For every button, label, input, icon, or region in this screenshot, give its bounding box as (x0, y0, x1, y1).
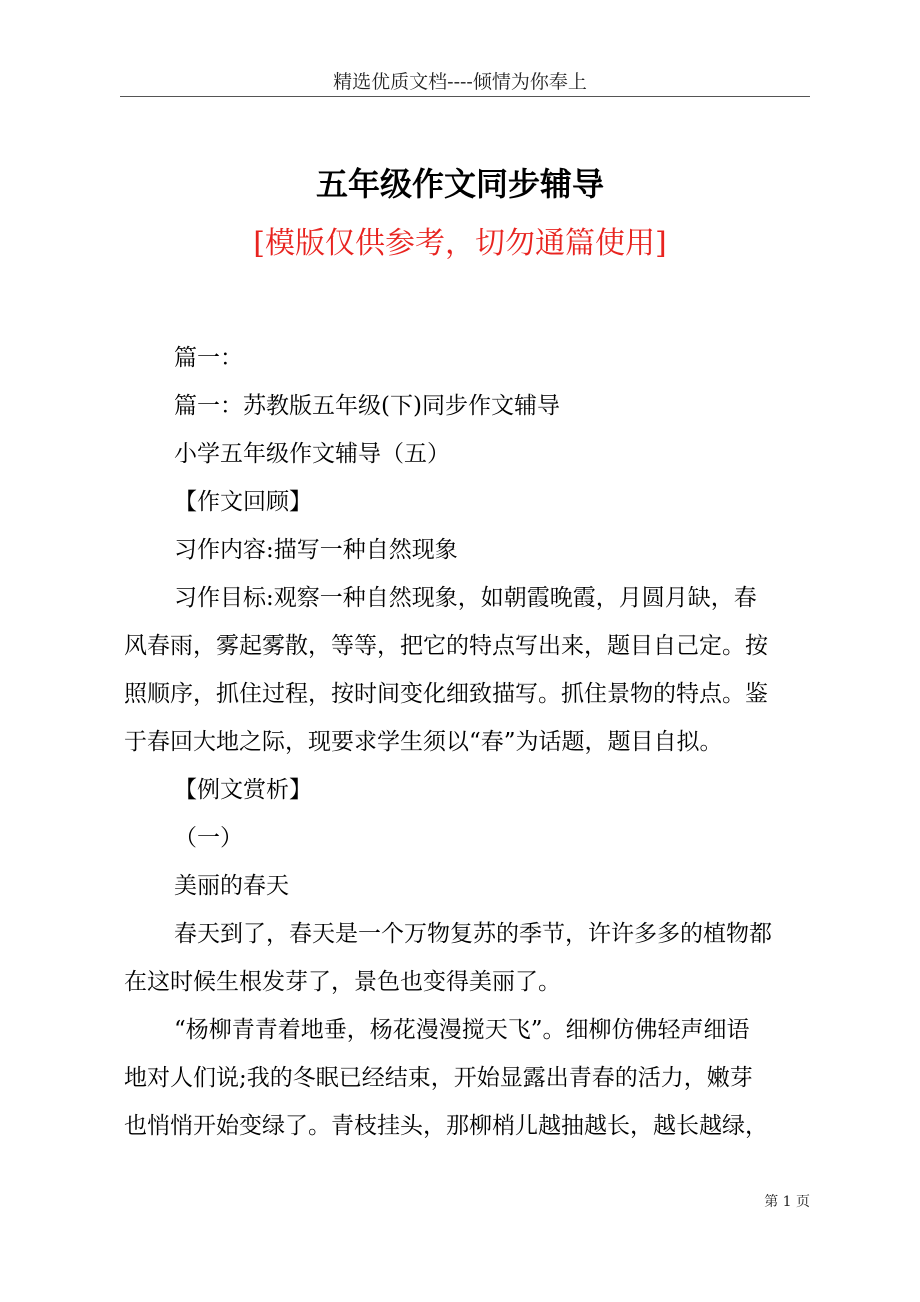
document-subtitle: [模版仅供参考，切勿通篇使用] (253, 226, 667, 261)
page-number: 第 1 页 (764, 1194, 810, 1210)
paragraph: 【例文赏析】 (174, 777, 312, 803)
page-header: 精选优质文档----倾情为你奉上 (333, 71, 587, 93)
paragraph-continuation: 风春雨，雾起雾散，等等，把它的特点写出来，题目自己定。按 (124, 633, 768, 659)
paragraph-continuation: 照顺序，抓住过程，按时间变化细致描写。抓住景物的特点。鉴 (124, 681, 768, 707)
paragraph-continuation: 地对人们说;我的冬眠已经结束，开始显露出青春的活力，嫩芽 (124, 1065, 753, 1091)
paragraph: 小学五年级作文辅导（五） (174, 441, 450, 467)
document-title: 五年级作文同步辅导 (315, 165, 604, 203)
paragraph: 【作文回顾】 (174, 489, 312, 515)
paragraph: 美丽的春天 (174, 873, 289, 899)
paragraph: 篇一： (174, 345, 243, 371)
paragraph-continuation: 于春回大地之际，现要求学生须以“春”为话题，题目自拟。 (124, 729, 723, 755)
paragraph-continuation: 在这时候生根发芽了，景色也变得美丽了。 (124, 969, 561, 995)
paragraph: 习作内容:描写一种自然现象 (174, 537, 458, 563)
paragraph: “杨柳青青着地垂，杨花漫漫搅天飞”。细柳仿佛轻声细语 (174, 1017, 750, 1043)
paragraph: 篇一：苏教版五年级(下)同步作文辅导 (174, 393, 560, 419)
document-body (124, 334, 814, 1150)
paragraph: （一） (174, 825, 243, 851)
paragraph: 春天到了，春天是一个万物复苏的季节，许许多多的植物都 (174, 921, 772, 947)
header-divider (120, 96, 810, 97)
paragraph: 习作目标:观察一种自然现象，如朝霞晚霞，月圆月缺，春 (174, 585, 757, 611)
paragraph-continuation: 也悄悄开始变绿了。青枝挂头，那柳梢儿越抽越长，越长越绿， (124, 1113, 768, 1139)
